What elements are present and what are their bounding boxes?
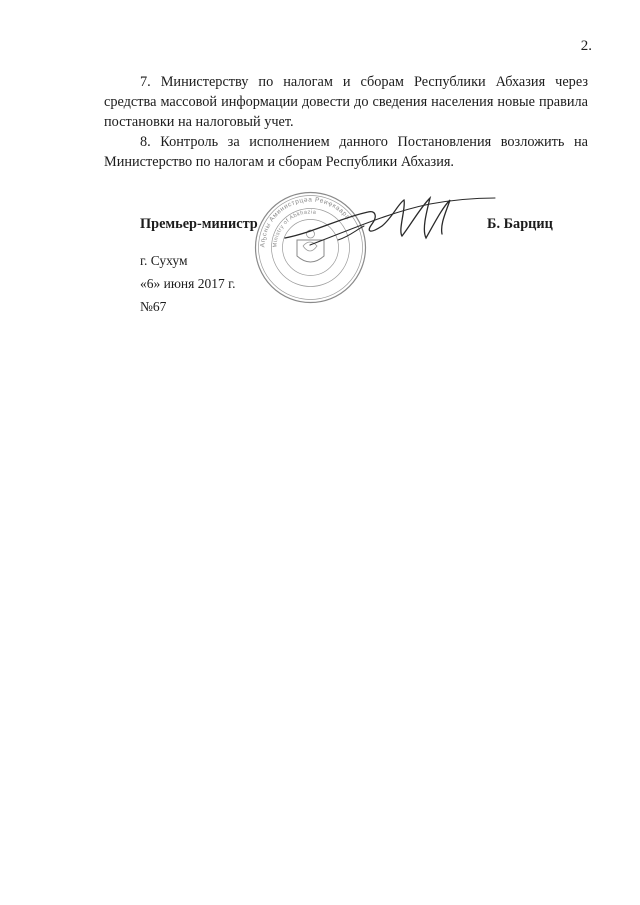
seal-inner-text: Ministry of Abkhazia [272,209,317,248]
paragraph-8: 8. Контроль за исполнением данного Постановления возложить на Министерство по налогам и сборам Республики Абхазия. [104,134,588,170]
page-number: 2. [580,38,592,54]
document-body [104,72,588,172]
seal-outer-text: Аҧсны Аминистрцәа Реиҿкаара [259,196,352,248]
signer-name: Б. Барциц [487,216,553,232]
document-city: г. Сухум [140,253,188,268]
paragraph-7: 7. Министерству по налогам и сборам Республики Абхазия через средства массовой информации довести до сведения населения новые правила постановки на налоговый учет. [104,74,588,130]
document-number: №67 [140,299,167,314]
signer-title: Премьер-министр [140,216,258,232]
signature-block [0,190,640,320]
document-date: «6» июня 2017 г. [140,276,236,291]
handwritten-signature-icon [280,190,510,260]
